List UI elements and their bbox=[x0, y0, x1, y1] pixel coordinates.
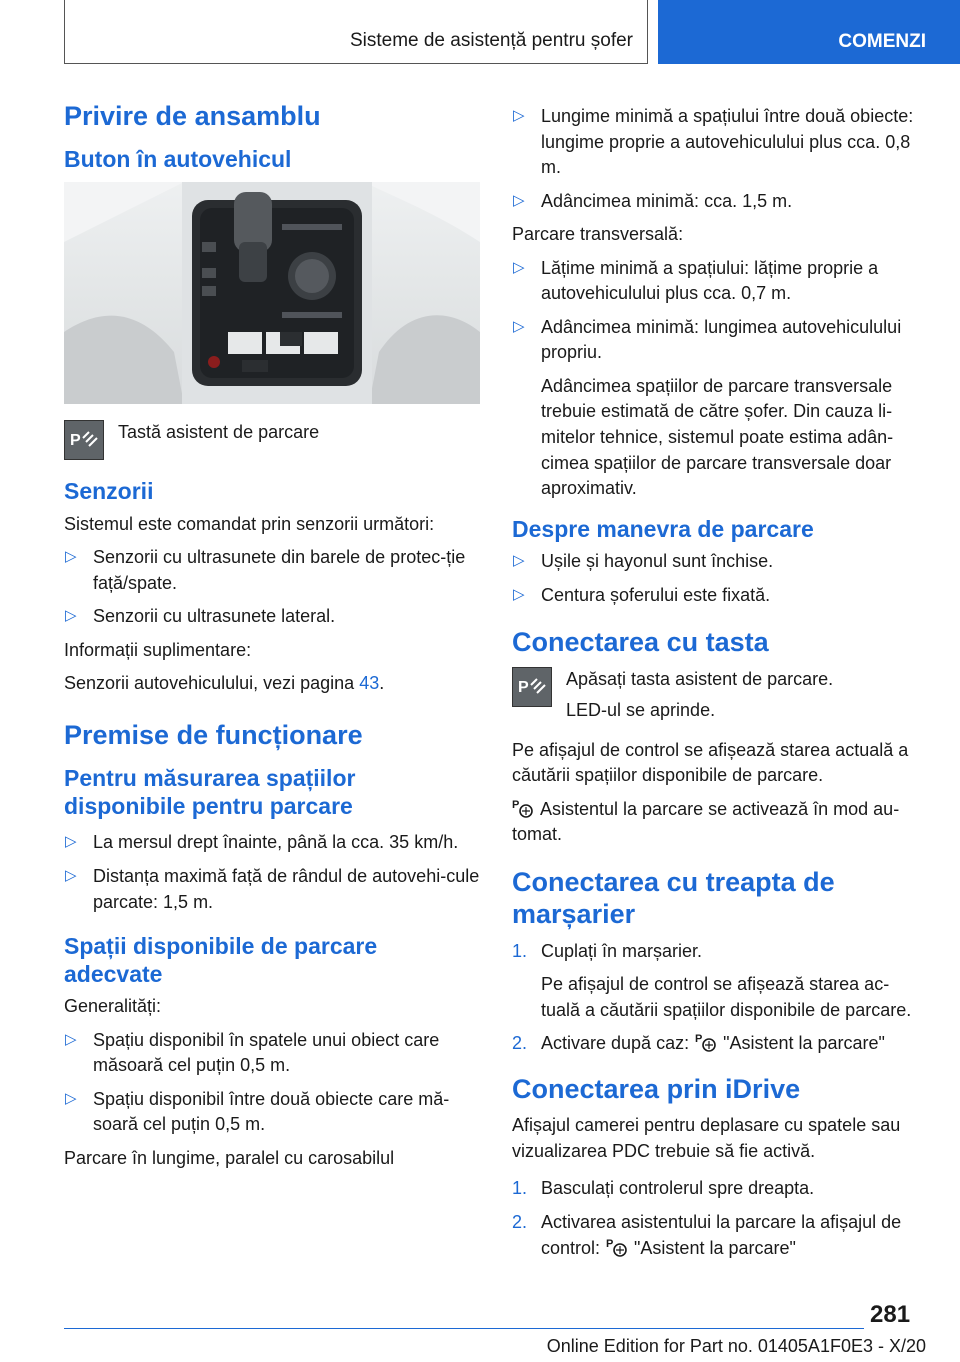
svg-text:P: P bbox=[695, 1033, 703, 1046]
page-link[interactable]: 43 bbox=[359, 673, 380, 694]
right-column bbox=[512, 104, 928, 1269]
list-item: ▷ Lungime minimă a spațiului între două obiecte: lungime proprie a autovehiculului plus cca. 0,8 m. bbox=[513, 106, 914, 178]
heading-overview: Privire de ansamblu bbox=[64, 101, 321, 131]
button-caption-row bbox=[64, 420, 480, 460]
bullet-triangle-icon: ▷ bbox=[513, 585, 525, 603]
page-number: 281 bbox=[870, 1301, 911, 1328]
heading-sensors: Senzorii bbox=[64, 477, 154, 504]
key-row bbox=[512, 667, 928, 724]
parking-assistant-key-icon bbox=[512, 667, 552, 707]
console-photo bbox=[64, 182, 480, 404]
bullet-triangle-icon: ▷ bbox=[513, 258, 525, 276]
svg-text:P: P bbox=[518, 678, 529, 696]
idrive-text: Afișajul camerei pentru deplasare cu spatele sau vizualizarea PDC trebuie să fie activă. bbox=[512, 1115, 901, 1161]
auto-text: P Asistentul la parcare se activează în mod au-tomat. bbox=[512, 798, 900, 845]
key-line-1: Apăsați tasta asistent de parcare. bbox=[566, 668, 834, 689]
bullet-triangle-icon: ▷ bbox=[513, 107, 525, 124]
general-label: Generalități: bbox=[64, 996, 162, 1017]
list-item: ▷ Centura șoferului este fixată. bbox=[513, 584, 771, 605]
parking-assistant-icon bbox=[512, 797, 534, 819]
transverse-label: Parcare transversală: bbox=[512, 224, 684, 245]
heading-measure: Pentru măsurarea spațiilor disponibile pentru parcare bbox=[64, 765, 356, 819]
svg-text:P: P bbox=[606, 1237, 614, 1250]
list-item: ▷ Adâncimea minimă: lungimea autovehiculului propriu. bbox=[513, 316, 902, 363]
list-item: ▷ Adâncimea minimă: cca. 1,5 m. bbox=[513, 190, 793, 211]
button-caption: Tastă asistent de parcare bbox=[118, 421, 320, 442]
parking-assistant-icon bbox=[695, 1031, 717, 1053]
list-item: ▷ Ușile și hayonul sunt închise. bbox=[513, 551, 774, 572]
svg-text:P: P bbox=[512, 798, 520, 811]
list-item: ▷ Senzorii cu ultrasunete lateral. bbox=[65, 606, 336, 627]
header-section bbox=[64, 0, 648, 64]
sensors-intro: Sistemul este comandat prin senzorii următori: bbox=[64, 513, 435, 534]
key-line-2: LED-ul se aprinde. bbox=[566, 700, 716, 721]
bullet-triangle-icon: ▷ bbox=[513, 191, 525, 209]
list-item: ▷ La mersul drept înainte, până la cca. 35 km/h. bbox=[65, 832, 459, 853]
list-item: ▷ Lățime minimă a spațiului: lățime proprie a autovehiculului plus cca. 0,7 m. bbox=[513, 257, 879, 304]
heading-spaces: Spații disponibile de parcare adecvate bbox=[64, 933, 378, 987]
svg-text:P: P bbox=[70, 431, 81, 449]
more-info-text: Senzorii autovehiculului, vezi pagina 43. bbox=[64, 673, 385, 694]
more-info-label: Informații suplimentare: bbox=[64, 639, 252, 660]
heading-key: Conectarea cu tasta bbox=[512, 627, 769, 658]
list-item: 1. Cuplați în marșarier. bbox=[512, 940, 703, 961]
header-tab-comenzi[interactable] bbox=[658, 0, 960, 64]
header-tab-label: COMENZI bbox=[838, 31, 926, 52]
footer-divider bbox=[64, 1328, 864, 1329]
bullet-triangle-icon: ▷ bbox=[65, 833, 77, 851]
bullet-triangle-icon: ▷ bbox=[65, 607, 77, 625]
left-column bbox=[64, 100, 480, 1180]
bullet-triangle-icon: ▷ bbox=[513, 552, 525, 570]
parking-assistant-key-icon bbox=[64, 420, 104, 460]
list-item: ▷ Spațiu disponibil între două obiecte care mă-soară cel puțin 0,5 m. bbox=[65, 1088, 450, 1135]
list-item: ▷ Distanța maximă față de rândul de autovehi-cule parcate: 1,5 m. bbox=[65, 865, 480, 912]
heading-reverse: Conectarea cu treapta de marșarier bbox=[512, 867, 835, 930]
heading-premises: Premise de funcționare bbox=[64, 719, 363, 750]
heading-maneuver: Despre manevra de parcare bbox=[512, 515, 814, 542]
bullet-triangle-icon: ▷ bbox=[65, 866, 77, 884]
bullet-triangle-icon: ▷ bbox=[65, 1089, 77, 1107]
list-item: 2. Activarea asistentului la parcare la afișajul de control: P "Asistent la parcare" bbox=[512, 1212, 902, 1258]
bullet-triangle-icon: ▷ bbox=[513, 317, 525, 335]
display-text: Pe afișajul de control se afișează starea actuală a căutării spațiilor disponibile de parcare. bbox=[512, 739, 909, 786]
edition-info: Online Edition for Part no. 01405A1F0E3 - X/20 bbox=[546, 1336, 926, 1356]
list-item: 1. Basculați controlerul spre dreapta. bbox=[512, 1178, 815, 1199]
bullet-triangle-icon: ▷ bbox=[65, 548, 77, 566]
bullet-triangle-icon: ▷ bbox=[65, 1030, 77, 1048]
parking-assistant-icon bbox=[606, 1236, 628, 1258]
console-illustration bbox=[64, 182, 480, 404]
reverse-step1-note: Pe afișajul de control se afișează starea ac-tuală a căutării spațiilor disponibile de parcare. bbox=[541, 974, 912, 1020]
heading-idrive: Conectarea prin iDrive bbox=[512, 1073, 801, 1104]
list-item: ▷ Spațiu disponibil în spatele unui obiect care măsoară cel puțin 0,5 m. bbox=[65, 1029, 440, 1076]
header-section-title: Sisteme de asistență pentru șofer bbox=[349, 30, 633, 51]
list-item: ▷ Senzorii cu ultrasunete din barele de protec-ție față/spate. bbox=[65, 547, 466, 593]
list-item: 2. Activare după caz: P "Asistent la parcare" bbox=[512, 1033, 885, 1054]
parallel-label: Parcare în lungime, paralel cu carosabilul bbox=[64, 1148, 395, 1168]
transverse-note: Adâncimea spațiilor de parcare transversale trebuie estimată de către șofer. Din cauza li-mitelor tehnice, sistemul poate estima adân-cimea spațiilor de parcare transversale doar aproximativ. bbox=[541, 375, 894, 499]
heading-button: Buton în autovehicul bbox=[64, 146, 292, 173]
